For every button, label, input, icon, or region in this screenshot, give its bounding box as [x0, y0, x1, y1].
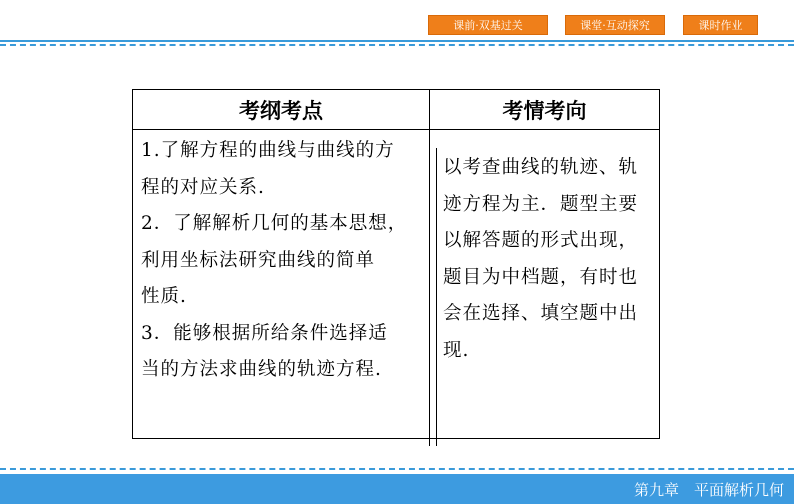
nav-button-pre-class[interactable]: 课前·双基过关 — [428, 15, 548, 35]
trend-line: 迹方程为主．题型主要 — [443, 193, 639, 215]
table-header-trend: 考情考向 — [430, 90, 659, 130]
footer-dashed-line — [0, 468, 794, 470]
nav-button-homework[interactable]: 课时作业 — [683, 15, 758, 35]
exam-trend-text — [436, 148, 649, 446]
syllabus-line: 性质. — [141, 286, 187, 307]
syllabus-line: 3．能够根据所给条件选择适 — [141, 322, 388, 344]
syllabus-line: 程的对应关系. — [141, 176, 265, 198]
syllabus-line: 当的方法求曲线的轨迹方程. — [141, 359, 382, 380]
trend-line: 现. — [443, 339, 470, 361]
trend-line: 会在选择、填空题中出 — [443, 303, 639, 324]
header-divider — [0, 40, 794, 42]
syllabus-line: 利用坐标法研究曲线的简单 — [141, 249, 376, 271]
trend-line: 以解答题的形式出现， — [443, 230, 639, 251]
chapter-title: 第九章 平面解析几何 — [633, 481, 784, 499]
syllabus-line: 2．了解解析几何的基本思想， — [141, 213, 408, 234]
nav-button-in-class[interactable]: 课堂·互动探究 — [565, 15, 665, 35]
exam-trend-cell — [430, 130, 659, 446]
top-header — [0, 0, 794, 42]
table-header-syllabus: 考纲考点 — [133, 90, 430, 130]
syllabus-table — [132, 89, 660, 439]
header-dashed-line — [0, 44, 794, 46]
trend-line: 以考查曲线的轨迹、轨 — [443, 157, 639, 178]
trend-line: 题目为中档题，有时也 — [443, 266, 639, 288]
syllabus-points-cell — [133, 130, 430, 446]
syllabus-line: 1.了解方程的曲线与曲线的方 — [141, 140, 395, 161]
